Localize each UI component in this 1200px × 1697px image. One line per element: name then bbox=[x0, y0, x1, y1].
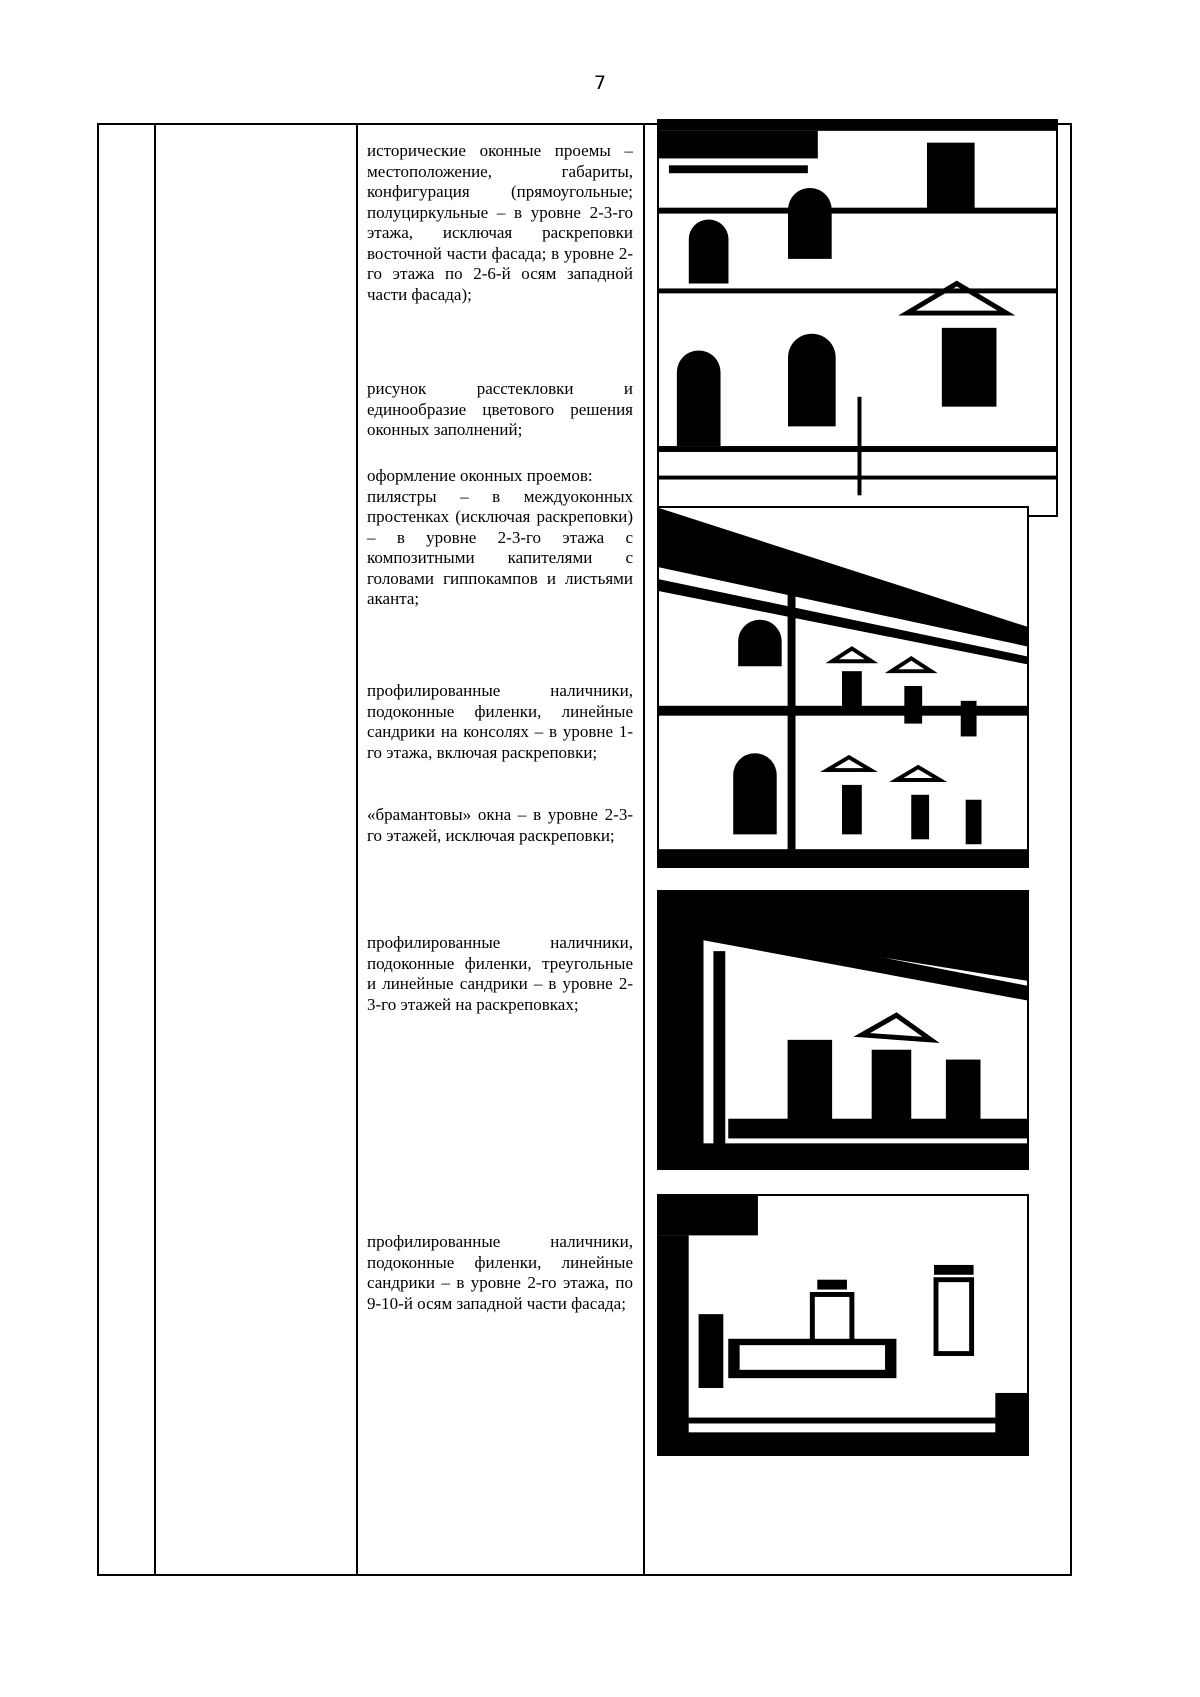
item-window-decoration: оформление оконных проемов: пилястры – в междуоконных простенках (исключая раскреповки) – в уровне 2-3-го этажа с композитными капителями с головами гиппокампов и листьями аканта; bbox=[367, 466, 633, 608]
item-glazing-pattern: рисунок расстекловки и единообразие цветового решения оконных заполнений; bbox=[367, 379, 633, 439]
facade-photo-1 bbox=[657, 119, 1058, 517]
column-divider bbox=[643, 125, 645, 1574]
column-divider bbox=[356, 125, 358, 1574]
facade-photo-2 bbox=[657, 506, 1029, 868]
facade-photo-3 bbox=[657, 890, 1029, 1170]
item-west-facade-architraves: профилированные наличники, подоконные филенки, линейные сандрики – в уровне 2-го этажа, по 9-10-й осям западной части фасада; bbox=[367, 1232, 633, 1313]
item-first-floor-architraves: профилированные наличники, подоконные филенки, линейные сандрики на консолях – в уровне 1-го этажа, включая раскреповки; bbox=[367, 681, 633, 762]
item-bramante-windows: «брамантовы» окна – в уровне 2-3-го этажей, исключая раскреповки; bbox=[367, 805, 633, 845]
item-projection-architraves: профилированные наличники, подоконные филенки, треугольные и линейные сандрики – в уровне 2-3-го этажей на раскреповках; bbox=[367, 933, 633, 1014]
page-number: 7 bbox=[593, 72, 607, 94]
content-table bbox=[97, 123, 1072, 1576]
column-divider bbox=[154, 125, 156, 1574]
item-historic-window-openings: исторические оконные проемы – местоположение, габариты, конфигурация (прямоугольные; полуциркульные – в уровне 2-3-го этажа, исключая раскреповки восточной части фасада; в уровне 2-го этажа по 2-6-й осям западной части фасада); bbox=[367, 141, 633, 304]
facade-photo-4 bbox=[657, 1194, 1029, 1456]
